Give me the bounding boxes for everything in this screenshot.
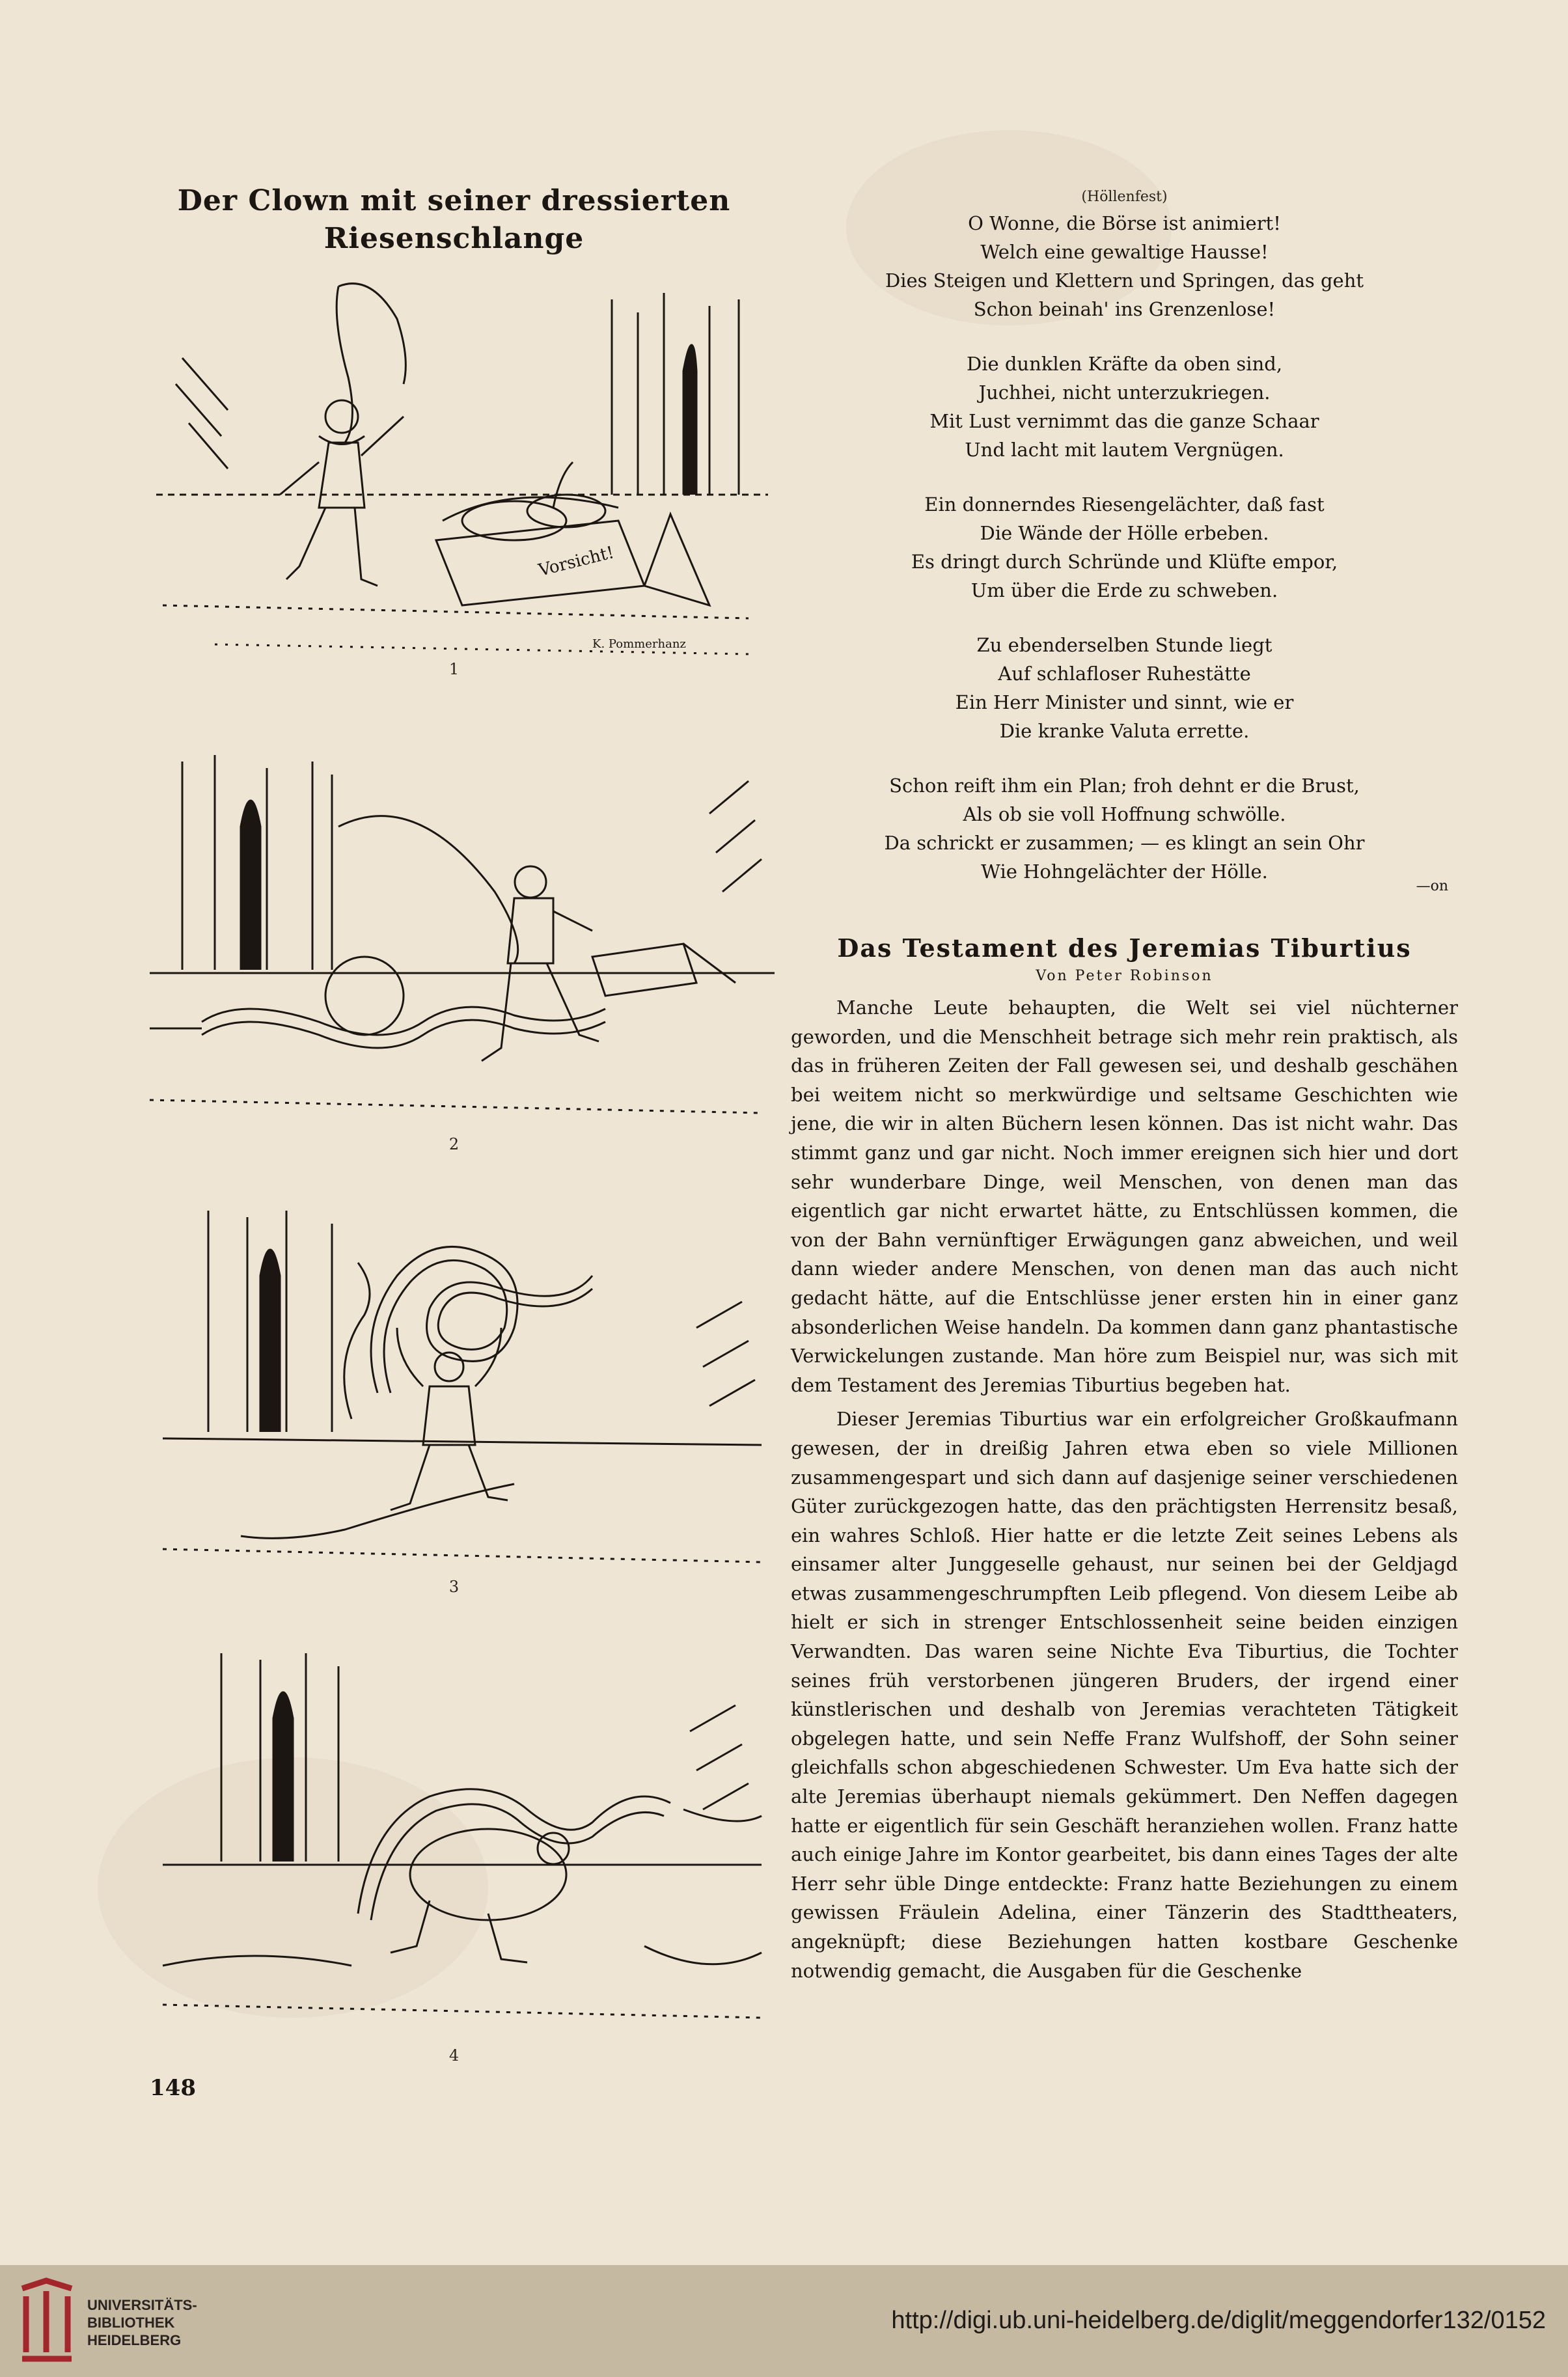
poem-signature: —on [1416,878,1448,894]
poem-line: Wie Hohngelächter der Hölle. [981,860,1268,883]
cartoon-title [124,182,784,258]
poem-line: Die Wände der Hölle erbeben. [980,522,1269,544]
clown-lifting-snake-illustration [124,1198,784,1575]
library-name-line: HEIDELBERG [87,2332,182,2348]
poem-line: Dies Steigen und Klettern und Springen, das geht [885,269,1364,292]
library-name [87,2296,197,2349]
story-paragraph-2: Dieser Jeremias Tiburtius war ein erfolgreicher Großkaufmann gewesen, der in dreißig Jahren etwa eben so viele Millionen zusammengespart und sich dann auf dasjenige seiner verschiedenen Güter zurückgezogen hatte, das den prächtigsten Herrensitz besaß, ein wahres Schloß. Hier hatte er die letzte Zeit seines Lebens als einsamer alter Junggeselle gehaust, nur seinen bei der Geldjagd etwas zusammengeschrumpften Leib pflegend. Von diesem Leibe ab hielt er sich in strenger Entschlossenheit seine beiden einzigen Verwandten. Das waren seine Nichte Eva Tiburtius, die Tochter seines früh verstorbenen jüngeren Bruders, der irgend einer künstlerischen und deshalb von Jeremias verachteten Tätigkeit obgelegen hatte, und sein Neffe Franz Wulfshoff, der Sohn seiner gleichfalls schon abgeschiedenen Schwester. Um Eva hatte sich der alte Jeremias überhaupt niemals gekümmert. Den Neffen dagegen hatte er eigentlich für sein Geschäft heranziehen wollen. Franz hatte auch einige Jahre im Kontor gearbeitet, bis dann eines Tages der alte Herr sehr üble Dinge entdeckte: Franz hatte Beziehungen zu einem gewissen Fräulein Adelina, einer Tänzerin des Stadttheaters, angeknüpft; diese Beziehungen hatten kostbare Geschenke notwendig gemacht, die Ausgaben für die Geschenke [791,1408,1458,1982]
university-library-logo-icon [17,2275,77,2365]
permalink-url[interactable]: http://digi.ub.uni-heidelberg.de/diglit/meggendorfer132/0152 [891,2307,1546,2334]
text-column [791,189,1458,1990]
poem-line: O Wonne, die Börse ist animiert! [968,212,1281,234]
cartoon-panel-1 [124,280,784,678]
poem-stanza-3 [791,490,1458,605]
poem-heading: (Höllenfest) [1081,189,1168,205]
poem-line: Zu ebenderselben Stunde liegt [976,634,1272,656]
poem-stanza-2 [791,350,1458,464]
page-number: 148 [150,2075,196,2101]
cartoon-panel-4 [124,1640,784,2065]
poem-line: Auf schlafloser Ruhestätte [998,663,1251,685]
panel-number: 2 [448,1135,460,1153]
crate-label: Vorsicht! [536,543,616,581]
poem-line: Als ob sie voll Hoffnung schwölle. [963,803,1286,825]
poem-line: Um über die Erde zu schweben. [970,579,1278,601]
poem-line: Schon beinah' ins Grenzenlose! [973,298,1276,320]
artist-signature: K. Pommerhanz [592,637,686,651]
library-name-line: BIBLIOTHEK [87,2315,175,2331]
cartoon-title-line-2: Riesenschlange [323,222,585,255]
library-name-line: UNIVERSITÄTS- [87,2297,197,2313]
poem-stanza-5 [791,771,1458,886]
clown-cartoon-column [124,182,784,2065]
story-byline: Von Peter Robinson [1036,968,1213,984]
poem-line: Ein donnerndes Riesengelächter, daß fast [924,493,1325,515]
clown-with-whip-and-crate-illustration [124,280,784,657]
digitization-footer [0,2265,1568,2377]
snake-swallowing-clown-illustration [124,1640,784,2044]
poem-line: Ein Herr Minister und sinnt, wie er [955,691,1294,713]
panel-number: 3 [448,1578,460,1596]
poem-line: Mit Lust vernimmt das die ganze Schaar [929,410,1319,432]
poem-line: Juchhei, nicht unterzukriegen. [978,381,1271,404]
poem-line: Welch eine gewaltige Hausse! [980,241,1269,263]
poem-line: Die dunklen Kräfte da oben sind, [966,353,1283,375]
poem-stanza-4 [791,631,1458,745]
panel-number: 1 [448,660,460,678]
poem-line: Schon reift ihm ein Plan; froh dehnt er die Brust, [889,775,1360,797]
poem-stanza-1 [791,209,1458,323]
poem-line: Da schrickt er zusammen; — es klingt an sein Ohr [884,832,1365,854]
cartoon-panel-3 [124,1198,784,1596]
story-title: Das Testament des Jeremias Tiburtius [837,933,1412,963]
panel-number: 4 [448,2046,460,2065]
poem-line: Die kranke Valuta errette. [999,720,1250,742]
poem-line: Und lacht mit lautem Vergnügen. [965,439,1284,461]
clown-leading-snake-illustration [124,749,784,1133]
poem-line: Es dringt durch Schründe und Klüfte empor, [911,551,1338,573]
cartoon-panel-2 [124,749,784,1153]
story-paragraph-1: Manche Leute behaupten, die Welt sei viel nüchterner geworden, und die Menschheit betrage sich mehr rein praktisch, als das in früheren Zeiten der Fall gewesen sei, und deshalb geschähen bei weitem nicht so merkwürdige und seltsame Geschichten wie jene, die wir in alten Büchern lesen können. Das ist nicht wahr. Das stimmt ganz und gar nicht. Noch immer ereignen sich hier und dort sehr wunderbare Dinge, weil Menschen, von denen man das eigentlich gar nicht erwartet hätte, zu Entschlüssen kommen, die von der Bahn vernünftiger Erwägungen ganz abweichen, und weil dann wieder andere Menschen, von denen man das auch nicht gedacht hätte, auf die Entschlüsse jener ersten hin in einer ganz absonderlichen Weise handeln. Da kommen dann ganz phantastische Verwickelungen zustande. Man höre zum Beispiel nur, was sich mit dem Testament des Jeremias Tiburtius begeben hat. [791,996,1458,1396]
cartoon-title-line-1: Der Clown mit seiner dressierten [177,184,731,217]
